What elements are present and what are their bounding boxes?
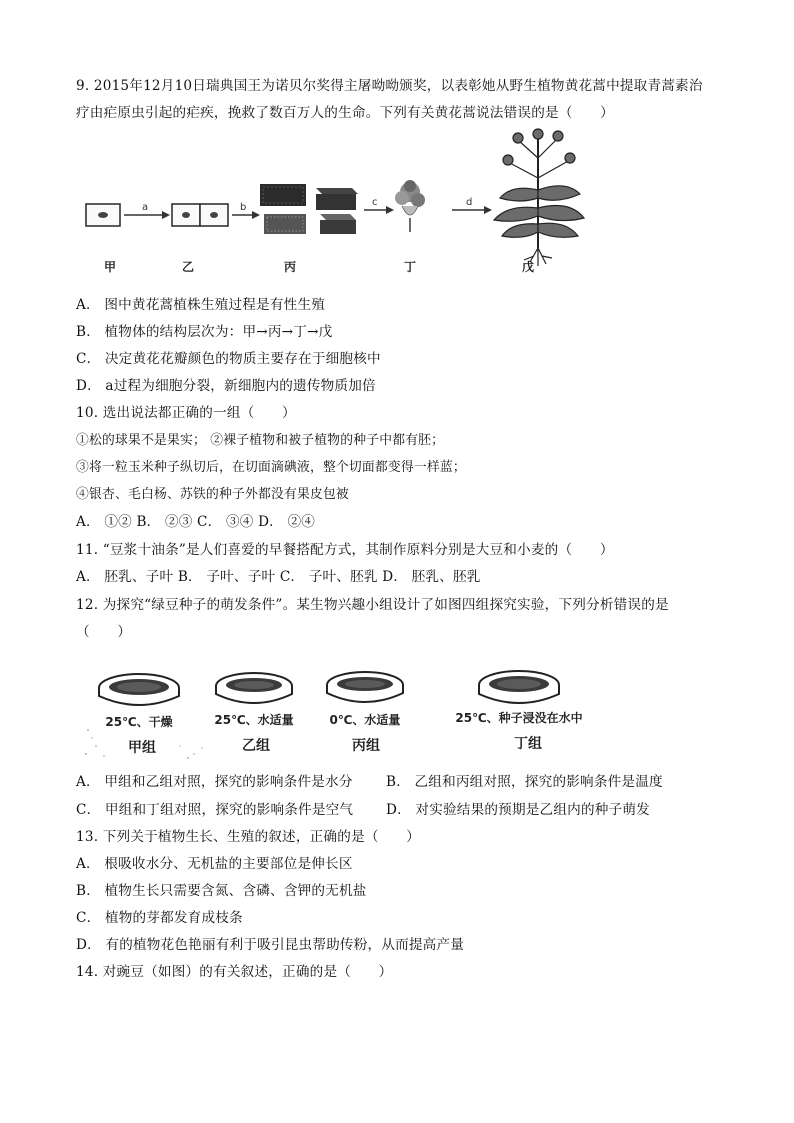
petri-dish-bing: [327, 672, 403, 702]
arrow-a: [124, 202, 170, 219]
stage-label-ding: 丁: [404, 260, 417, 274]
q13-option-a: A． 根吸收水分、无机盐的主要部位是伸长区: [76, 856, 353, 872]
q9-option-c: C． 决定黄花花瓣颜色的物质主要存在于细胞核中: [76, 351, 381, 367]
arrow-a-label: a: [142, 202, 149, 213]
arrow-b: [232, 202, 260, 219]
group-label-yi: 乙组: [242, 738, 270, 754]
petri-dish-yi: [216, 673, 292, 703]
q10-options: A． ①② B． ②③ C． ③④ D． ②④: [76, 514, 316, 530]
q11-options: A． 胚乳、子叶 B． 子叶、子叶 C． 子叶、胚乳 D． 胚乳、胚乳: [76, 569, 481, 585]
q12-option-b: B． 乙组和丙组对照，探究的影响条件是温度: [386, 774, 663, 790]
q11-stem: 11. “豆浆十油条”是人们喜爱的早餐搭配方式，其制作原料分别是大豆和小麦的（ ）: [76, 542, 614, 558]
cell-jia-image: [86, 204, 120, 226]
stage-label-bing: 丙: [284, 260, 297, 274]
arrow-d: [452, 197, 492, 214]
q12-option-d: D． 对实验结果的预期是乙组内的种子萌发: [386, 802, 650, 818]
q10-statement-3: ④银杏、毛白杨、苏铁的种子外都没有果皮包被: [76, 487, 349, 502]
q10-statement-2: ③将一粒玉米种子纵切后，在切面滴碘液，整个切面都变得一样蓝；: [76, 460, 466, 475]
arrow-c: [364, 197, 394, 214]
q9-stem-line2: 疗由疟原虫引起的疟疾，挽救了数百万人的生命。下列有关黄花蒿说法错误的是（ ）: [76, 105, 614, 121]
q12-germination-experiment-figure: [82, 658, 622, 764]
q10-statement-1: ①松的球果不是果实； ②裸子植物和被子植物的种子中都有胚；: [76, 433, 445, 448]
q10-stem: 10. 选出说法都正确的一组（ ）: [76, 405, 296, 421]
q12-stem-line2: （ ）: [76, 624, 132, 640]
q12-option-a: A． 甲组和乙组对照，探究的影响条件是水分: [76, 774, 353, 790]
condition-label-bing: 0℃、水适量: [329, 713, 401, 727]
q13-option-b: B． 植物生长只需要含氮、含磷、含钾的无机盐: [76, 883, 367, 899]
flower-ding-image: [395, 180, 425, 232]
tissue-bing-image: [260, 184, 358, 234]
q12-stem-line1: 12. 为探究“绿豆种子的萌发条件”。某生物兴趣小组设计了如图四组探究实验，下列分析错误的是: [76, 597, 669, 613]
plant-wu-image: [494, 129, 584, 266]
q9-plant-development-figure: [80, 128, 600, 276]
q9-option-a: A． 图中黄花蒿植株生殖过程是有性生殖: [76, 297, 326, 313]
q14-stem: 14. 对豌豆（如图）的有关叙述，正确的是（ ）: [76, 964, 393, 980]
stage-label-yi: 乙: [182, 260, 195, 274]
condition-label-jia: 25℃、干燥: [105, 715, 173, 729]
q13-option-d: D． 有的植物花色艳丽有利于吸引昆虫帮助传粉，从而提高产量: [76, 937, 465, 953]
cell-yi-image: [172, 204, 228, 226]
stage-label-wu: 戊: [522, 260, 535, 274]
petri-dish-jia: [99, 674, 179, 705]
group-label-bing: 丙组: [352, 738, 380, 754]
group-label-jia: 甲组: [128, 740, 156, 756]
stage-label-jia: 甲: [104, 260, 117, 274]
q13-option-c: C． 植物的芽都发育成枝条: [76, 910, 243, 926]
arrow-c-label: c: [372, 197, 378, 208]
q12-option-c: C． 甲组和丁组对照，探究的影响条件是空气: [76, 802, 354, 818]
q9-option-d: D． a过程为细胞分裂，新细胞内的遗传物质加倍: [76, 378, 376, 394]
group-label-ding: 丁组: [514, 736, 542, 752]
q9-stem-line1: 9. 2015年12月10日瑞典国王为诺贝尔奖得主屠呦呦颁奖，以表彰她从野生植物黄花蒿中提取青蒿素治: [76, 78, 703, 94]
petri-dish-ding: [479, 671, 559, 703]
condition-label-ding: 25℃、种子浸没在水中: [455, 711, 583, 725]
arrow-d-label: d: [466, 197, 473, 208]
condition-label-yi: 25℃、水适量: [214, 713, 294, 727]
q13-stem: 13. 下列关于植物生长、生殖的叙述，正确的是（ ）: [76, 829, 420, 845]
arrow-b-label: b: [240, 202, 247, 213]
q9-option-b: B． 植物体的结构层次为：甲→丙→丁→戊: [76, 324, 333, 340]
